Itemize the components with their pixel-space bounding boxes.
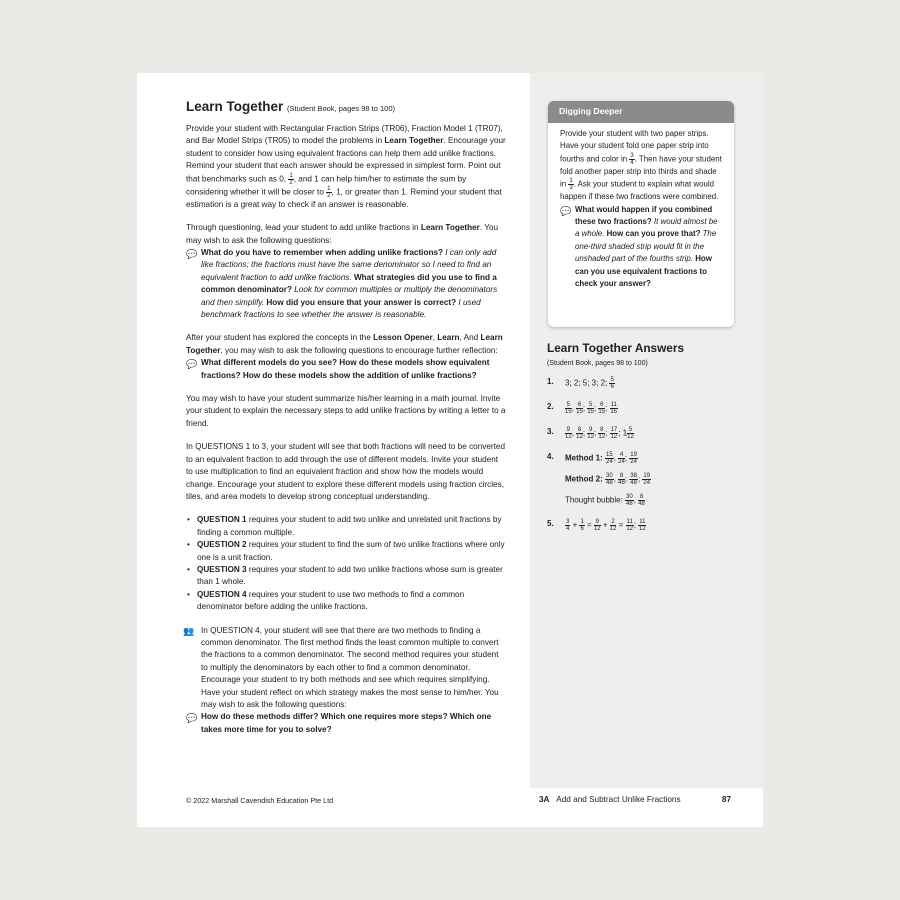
paragraph-intro: Provide your student with Rectangular Fraction Strips (TR06), Fraction Model 1 (TR07), and Bar Model Strips (TR05) to model the problems in Learn Together. Encourage your student to consider how using equivalent fractions can help them add unlike fractions. Remind your student that each answer should be expressed in simplest form. Point out that benchmarks such as 0, $\frac{1}{2}$ , and 1 can help him/her to estimate the sum by considering whether it will be closer to $\frac{1}{2}$ , 1, or greater than 1. Remind your student that estimation is a great way to check if an answer is reasonable.	[186, 124, 506, 209]
answers-section	[547, 341, 737, 532]
digging-deeper-title: Digging Deeper	[548, 101, 734, 123]
section-label: 3A Add and Subtract Unlike Fractions	[539, 795, 681, 804]
digging-deeper-text: Provide your student with two paper strips. Have your student fold one paper strip into fourths and color in $\frac{3}{4}$ . Then have your student fold another paper strip into thirds and shade in $\frac{1}{3}$ . Ask your student to explain what would happen if these two fractions were combined.	[560, 129, 722, 202]
answer-4: 4. Method 1: $\frac{15}{24}$ , $\frac{4}{24}$ ; $\frac{19}{24}$	[547, 452, 637, 465]
list-item: • QUESTION 4 requires your student to use two methods to find a common denominator before adding the unlike fractions.	[187, 589, 465, 612]
paragraph-question-4: 👥 In QUESTION 4, your student will see that there are two methods to finding a common denominator. The first method finds the least common multiple to convert the fractions to a common denominator. The second method requires your student to multiply the denominators by each other to find a common denominator. Encourage your student to try both methods and see which requires simplifying. Have your student reflect on which strategy makes the most sense to him/her. You may wish to ask the following questions:	[183, 625, 499, 709]
fraction-one-third: $\frac{1}{3}$	[569, 178, 573, 192]
speech-bubble-icon: 💬	[186, 713, 198, 724]
speech-bubble-icon: 💬	[186, 249, 198, 259]
question-block-2: 💬 What different models do you see? How do these models show equivalent fractions? How do these models show the addition of unlike fractions?	[186, 358, 490, 380]
answer-5: 5. $\frac{3}{4}$ + $\frac{1}{6}$ = $\frac{9}{12}$ + $\frac{2}{12}$ = $\frac{11}{12}$ ; $\frac{11}{12}$	[547, 519, 646, 532]
fraction-half: $\frac{1}{2}$	[327, 185, 331, 199]
copyright-text: © 2022 Marshall Cavendish Education Pte Ltd	[186, 796, 334, 805]
answers-title: Learn Together Answers	[547, 341, 685, 355]
speech-bubble-icon: 💬	[560, 205, 572, 216]
group-discussion-icon: 👥	[183, 625, 195, 636]
paragraph-journal: You may wish to have your student summarize his/her learning in a math journal. Invite your student to explain the necessary steps to add unlike fractions by writing a letter to a friend.	[186, 394, 506, 428]
answer-4-thought-bubble: Thought bubble: $\frac{30}{48}$ , $\frac{8}{48}$	[565, 494, 645, 507]
main-column	[183, 99, 506, 736]
fraction-three-fourths: $\frac{3}{4}$	[630, 152, 634, 166]
answers-source: (Student Book, pages 98 to 100)	[547, 360, 648, 367]
answer-1: 1. 3; 2; 5; 3; 2; $\frac{5}{6}$	[547, 377, 614, 390]
learn-together-heading: Learn Together (Student Book, pages 98 to 100)	[186, 99, 396, 114]
list-item: • QUESTION 3 requires your student to add two unlike fractions whose sum is greater than 1 whole.	[187, 564, 503, 587]
question-block-1: 💬 What do you have to remember when adding unlike fractions? I can only add like fractions; the fractions must have the same denominator so I need to find an equivalent fraction to add unlike fractions. What strategies did you use to find a common denominator? Look for common multiples or multiply the denominators and then simplify. How did you ensure that your answer is correct? I used benchmark fractions to see whether the answer is reasonable.	[186, 248, 498, 320]
answer-4-method-2: Method 2: $\frac{30}{48}$ , $\frac{8}{48}$ ; $\frac{38}{48}$ ; $\frac{19}{24}$	[565, 473, 651, 486]
paragraph-questioning: Through questioning, lead your student to add unlike fractions in Learn Together. You may wish to ask the following questions:	[186, 223, 499, 245]
paragraph-reflection: After your student has explored the concepts in the Lesson Opener, Learn, And Learn Together, you may wish to ask the following questions to encourage further reflection:	[186, 333, 503, 355]
question-block-3: 💬 How do these methods differ? Which one requires more steps? Which one takes more time for you to solve?	[186, 712, 492, 734]
speech-bubble-icon: 💬	[186, 359, 198, 370]
fraction-half: $\frac{1}{2}$	[289, 172, 293, 186]
paragraph-questions-1-3: In QUESTIONS 1 to 3, your student will see that both fractions will need to be converted to an equivalent fraction to add through the use of different models. Invite your student to use multiplication to find an equivalent fraction and show how the models would change. Encourage your student to explore these different models using fraction circles, tiles, and area models to develop strong conceptual understanding.	[186, 442, 506, 501]
answer-3: 3. $\frac{9}{12}$ , $\frac{8}{12}$ ; $\frac{9}{12}$ ; $\frac{8}{12}$ ; $\frac{17}{12}$ ; 1 $\frac{5}{12}$	[547, 427, 634, 440]
digging-deeper-question: 💬 What would happen if you combined these two fractions? It would almost be a whole. How can you prove that? The one-third shaded strip would fit in the unshaded part of the fourths strip. How can you use equivalent fractions to check your answer?	[560, 204, 718, 289]
answer-2: 2. $\frac{5}{15}$ , $\frac{6}{15}$ ; $\frac{5}{15}$ ; $\frac{6}{15}$ ; $\frac{11}{15}$	[547, 402, 618, 415]
digging-deeper-box	[548, 101, 734, 327]
list-item: • QUESTION 1 requires your student to add two unlike and unrelated unit fractions by finding a common multiple.	[187, 515, 502, 537]
question-list	[186, 514, 506, 613]
page-number: 87	[721, 795, 731, 804]
workbook-page	[137, 73, 763, 827]
list-item: • QUESTION 2 requires your student to find the sum of two unlike fractions where only one is a unit fraction.	[187, 540, 505, 562]
